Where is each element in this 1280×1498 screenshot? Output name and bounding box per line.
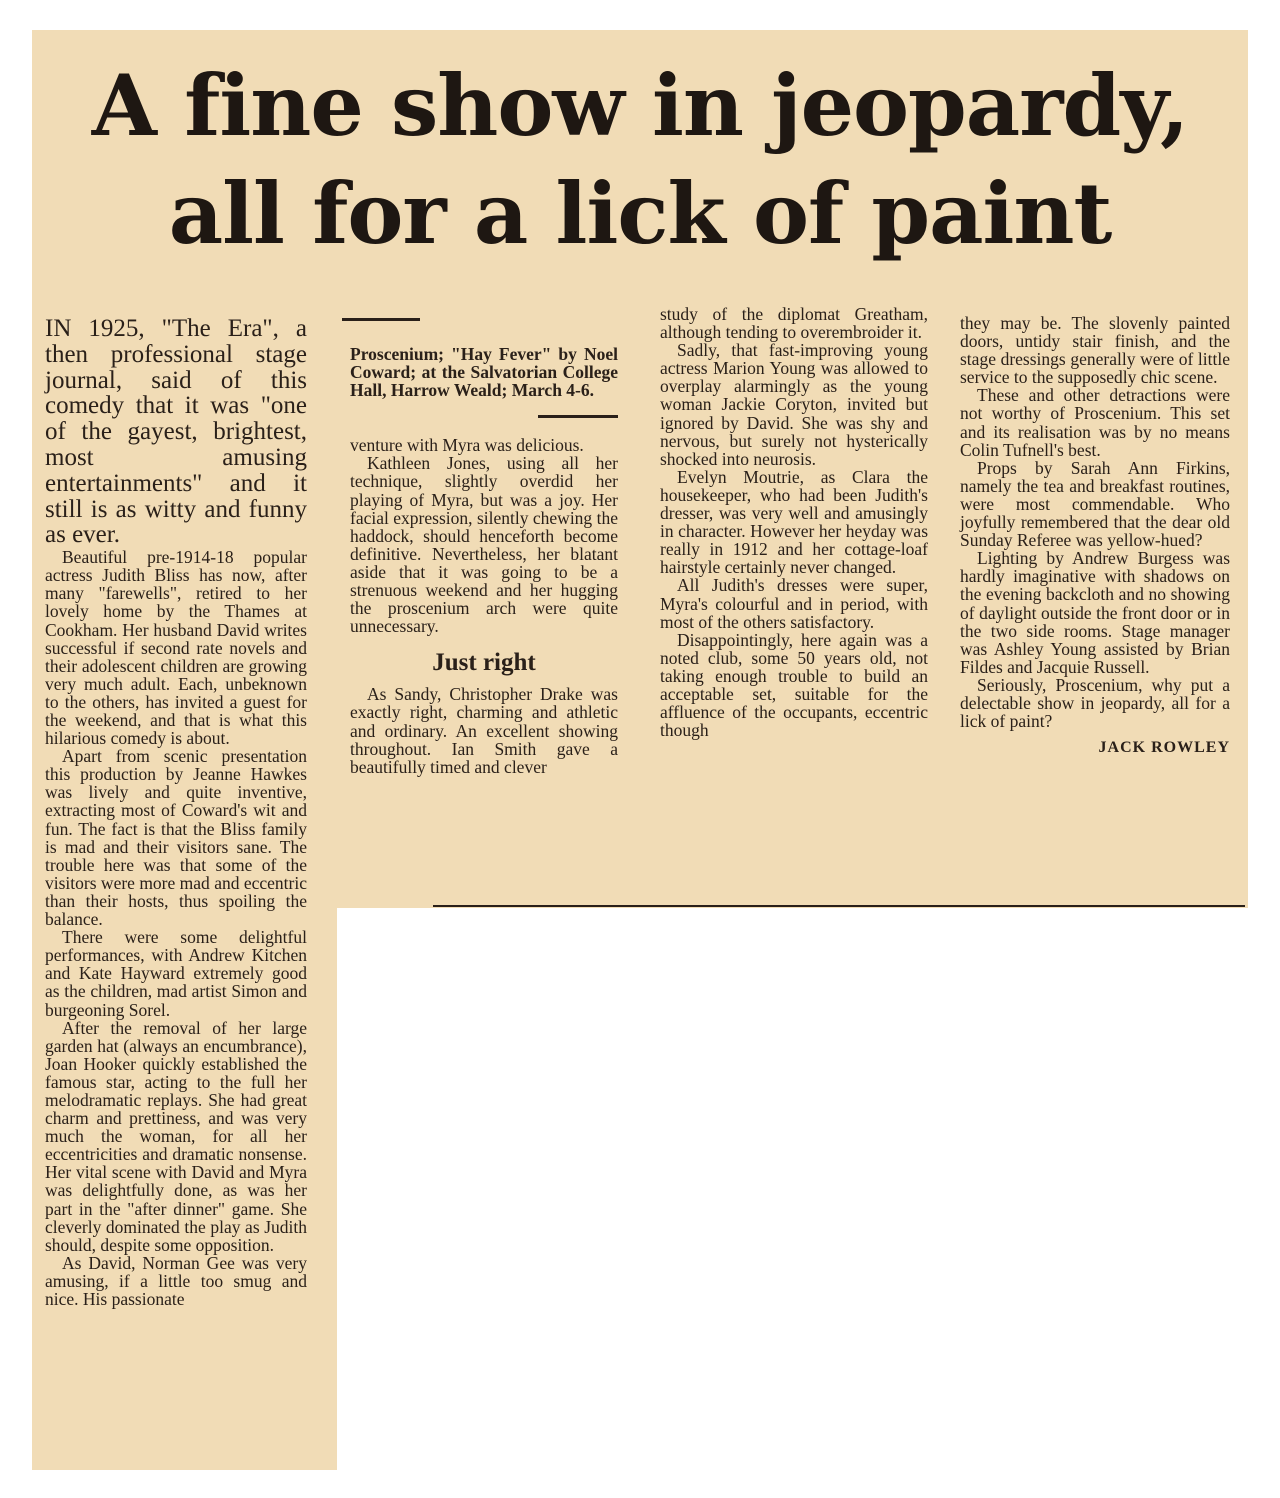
article-paragraph: Kathleen Jones, using all her technique, slightly overdid her playing of Myra, but was a joy. Her facial expression, silently chewing the haddock, should henceforth become definitive. Nevertheless, her blatant aside that it was going to be a strenuous weekend and her hugging the proscenium arch were quite unnecessary.	[350, 453, 618, 637]
headline	[40, 52, 1240, 268]
article-paragraph: There were some delightful performances, with Andrew Kitchen and Kate Hayward extremely good as the children, mad artist Simon and burgeoning Sorel.	[45, 927, 307, 1020]
article-column-4	[960, 314, 1230, 758]
article-column-1	[45, 316, 307, 1308]
article-paragraph: venture with Myra was delicious.	[350, 435, 584, 456]
byline: JACK ROWLEY	[1098, 739, 1230, 757]
article-paragraph: These and other detractions were not worthy of Proscenium. This set and its realisation was by no means Colin Tufnell's best.	[960, 385, 1230, 460]
article-paragraph: All Judith's dresses were super, Myra's colourful and in period, with most of the others satisfactory.	[660, 575, 928, 632]
credits-top-rule	[342, 318, 420, 321]
headline-line-1: A fine show in jeopardy,	[91, 56, 1189, 155]
subheading: Just right	[432, 649, 536, 677]
article-paragraph: Beautiful pre-1914-18 popular actress Judith Bliss has now, after many "farewells", retired to her lovely home by the Thames at Cookham. Her husband David writes successful if second rate novels and their adolescent children are growing very much adult. Each, unbeknown to the others, has invited a guest for the weekend, and that is what this hilarious comedy is about.	[45, 547, 307, 749]
article-paragraph: As David, Norman Gee was very amusing, if a little too smug and nice. His passionate	[45, 1252, 307, 1310]
article-paragraph: Sadly, that fast-improving young actress Marion Young was allowed to overplay alarmingly as the young woman Jackie Coryton, invited but ignored by David. She was shy and nervous, but surely not hysterically shocked into neurosis.	[660, 340, 928, 469]
article-paragraph: study of the diplomat Greatham, although tending to overembroider it.	[660, 304, 928, 343]
article-paragraph: After the removal of her large garden hat (always an encumbrance), Joan Hooker quickly established the famous star, acting to the full her melodramatic replays. She had great charm and prettiness, and was very much the woman, for all her eccentricities and dramatic nonsense. Her vital scene with David and Myra was delightfully done, as was her part in the "after dinner" game. She cleverly dominated the play as Judith should, despite some opposition.	[45, 1017, 307, 1255]
production-credits: Proscenium; "Hay Fever" by Noel Coward; at the Salvatorian College Hall, Harrow Weald; March 4-6.	[350, 344, 618, 401]
article-bottom-rule	[433, 905, 1245, 907]
article-paragraph: As Sandy, Christopher Drake was exactly right, charming and athletic and ordinary. An excellent showing throughout. Ian Smith gave a beautifully timed and clever	[350, 684, 618, 777]
article-paragraph: Apart from scenic presentation this production by Jeanne Hawkes was lively and quite inventive, extracting most of Coward's wit and fun. The fact is that the Bliss family is mad and their visitors sane. The trouble here was that some of the visitors were more mad and eccentric than their hosts, thus spoiling the balance.	[45, 746, 307, 930]
article-column-2	[350, 318, 618, 776]
article-paragraph: Evelyn Moutrie, as Clara the housekeeper, who had been Judith's dresser, was very well and amusingly in character. However her heyday was really in 1912 and her cottage-loaf hairstyle certainly never changed.	[660, 466, 928, 578]
article-paragraph: Props by Sarah Ann Firkins, namely the tea and breakfast routines, were most commendable. Who joyfully remembered that the dear old Sunday Referee was yellow-hued?	[960, 457, 1230, 551]
article-paragraph: Seriously, Proscenium, why put a delectable show in jeopardy, all for a lick of paint?	[960, 674, 1230, 732]
article-paragraph: they may be. The slovenly painted doors, untidy stair finish, and the stage dressings generally were of little service to the supposedly chic scene.	[960, 313, 1230, 388]
headline-line-2: all for a lick of paint	[168, 164, 1112, 263]
article-column-3	[660, 305, 928, 739]
lead-paragraph: IN 1925, "The Era", a then professional stage journal, said of this comedy that it was "one of the gayest, brightest, most amusing entertainments" and it still is as witty and funny as ever.	[45, 315, 307, 549]
article-paragraph: Lighting by Andrew Burgess was hardly imaginative with shadows on the evening backcloth and no showing of daylight outside the front door or in the two side rooms. Stage manager was Ashley Young assisted by Brian Fildes and Jacquie Russell.	[960, 548, 1230, 677]
article-paragraph: Disappointingly, here again was a noted club, some 50 years old, not taking enough trouble to build an acceptable set, suitable for the affluence of the occupants, eccentric though	[660, 629, 928, 741]
credits-bottom-rule	[538, 415, 618, 418]
